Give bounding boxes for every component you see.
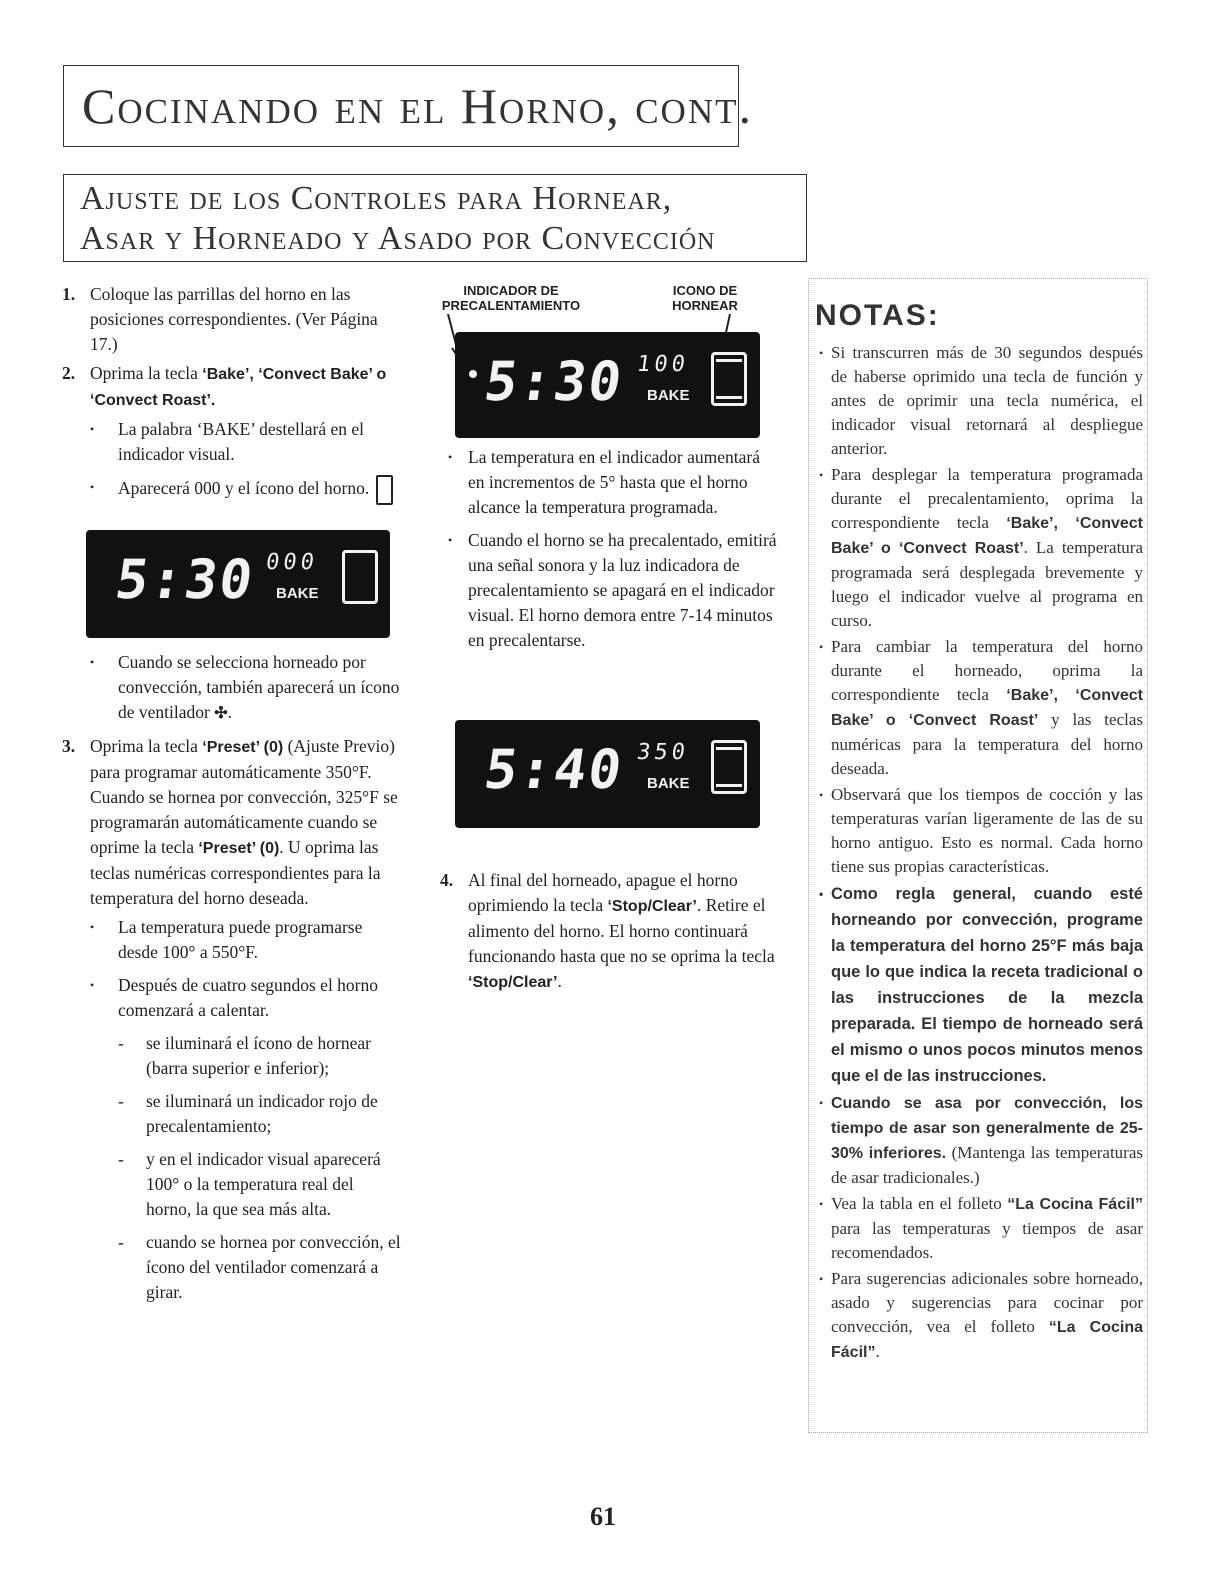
display-bake-label: BAKE — [647, 387, 690, 404]
bullet-end: . — [227, 702, 232, 722]
dash-item: - cuando se hornea por convección, el ícono del ventilador comenzará a girar. — [62, 1230, 402, 1305]
step-number: 4. — [440, 870, 454, 890]
oven-cavity-icon — [711, 352, 747, 406]
note-text: y las teclas numéricas para la temperatura del horno deseada. — [831, 710, 1143, 778]
step-3 — [62, 734, 402, 911]
step-text: . U oprima las teclas numéricas correspondientes para la temperatura del horno deseada. — [90, 837, 381, 908]
note-item: • Observará que los tiempos de cocción y las temperaturas varían ligeramente de las de su horno antiguo. Esto es normal. Cada horno tiene sus propias características. — [817, 783, 1143, 879]
note-item-bold: • Como regla general, cuando esté horneando por convección, programe la temperatura del horno 25°F más baja que lo que indica la receta tradicional o las instrucciones de la mezcla preparada. El tiempo de horneado será el mismo o unos pocos minutos menos que el de las instrucciones. — [817, 881, 1143, 1089]
page-title-box — [63, 65, 753, 147]
bullet-text: Cuando se selecciona horneado por convección, también aparecerá un ícono de ventilador — [118, 652, 400, 722]
note-text: Para cambiar la temperatura del horno durante el horneado, oprima la correspondiente tecla — [831, 637, 1143, 704]
note-bold-text: Cuando se asa por convección, los tiempo de asar son generalmente de 25-30% inferiores. — [831, 1095, 1143, 1162]
bullet: • Cuando el horno se ha precalentado, emitirá una señal sonora y la luz indicadora de precalentamiento se apagará en el indicador visual. El horno demora entre 7-14 minutos en precalentarse. — [440, 528, 780, 653]
key-names: ‘Bake’, ‘Convect Bake’ o ‘Convect Roast’ — [831, 687, 1143, 729]
step-number: 2. — [62, 363, 76, 383]
key-names: ‘Bake’, ‘Convect Bake’ o ‘Convect Roast’ — [831, 515, 1143, 557]
page-number: 61 — [590, 1502, 616, 1531]
step-text: Al final del horneado, apague el horno oprimiendo la tecla — [468, 870, 738, 915]
fan-icon: ✣ — [214, 705, 228, 722]
step-text: . — [557, 971, 562, 991]
section-title-box — [63, 174, 807, 262]
step-number: 1. — [62, 284, 76, 304]
dash-item: - se iluminará un indicador rojo de precalentamiento; — [62, 1089, 402, 1139]
step-text: (Ajuste Previo) para programar automáticamente 350°F. Cuando se hornea por convección, 325°F se programarán automáticamente cuando se oprime la tecla — [90, 736, 398, 857]
note-text: Para sugerencias adicionales sobre horneado, asado y sugerencias para cocinar por convección, vea el folleto — [831, 1269, 1143, 1336]
oven-display-3 — [455, 720, 760, 828]
display-time: 5:30 — [480, 350, 628, 413]
bullet-text: Aparecerá 000 y el ícono del horno. — [118, 478, 370, 499]
left-column — [62, 282, 402, 513]
section-title-line2: Asar y Horneado y Asado por Convección — [80, 220, 716, 257]
middle-column — [440, 445, 780, 661]
step-text: Oprima la tecla — [90, 363, 203, 383]
bullet: • Después de cuatro segundos el horno comenzará a calentar. — [62, 973, 402, 1023]
step-text: Oprima la tecla — [90, 736, 203, 756]
step-2 — [62, 361, 402, 413]
oven-display-1 — [86, 530, 390, 638]
bullet — [62, 650, 402, 726]
note-item — [817, 1091, 1143, 1190]
step-text: Coloque las parrillas del horno en las posiciones correspondientes. (Ver Página 17.) — [90, 284, 378, 354]
oven-cavity-icon — [342, 550, 378, 604]
note-text: Vea la tabla en el folleto — [831, 1194, 1008, 1213]
booklet-name: “La Cocina Fácil” — [831, 1319, 1144, 1361]
note-text: . — [875, 1342, 880, 1361]
key-names: ‘Bake’, ‘Convect Bake’ o ‘Convect Roast’. — [90, 366, 387, 409]
notes-box — [808, 278, 1148, 1433]
note-text: . La temperatura programada será desplegada brevemente y luego el indicador vuelve al programa en curso. — [831, 538, 1143, 630]
dash-item: - y en el indicador visual aparecerá 100° o la temperatura real del horno, la que sea más alta. — [62, 1147, 402, 1222]
key-name: ‘Preset’ (0) — [202, 739, 284, 756]
display-temp: 350 — [635, 740, 691, 765]
dash-item: - se iluminará el ícono de hornear (barra superior e inferior); — [62, 1031, 402, 1081]
section-title-line1: Ajuste de los Controles para Hornear, — [80, 180, 673, 217]
step-number: 3. — [62, 736, 76, 756]
left-column-continued — [62, 650, 402, 1313]
preheat-indicator — [469, 370, 477, 378]
preheat-indicator-label: INDICADOR DE PRECALENTAMIENTO — [441, 283, 581, 313]
oven-cavity-icon — [711, 740, 747, 794]
notes-list — [817, 341, 1143, 1367]
display-bake-label: BAKE — [647, 775, 690, 792]
note-item — [817, 463, 1143, 633]
display-time: 5:30 — [111, 548, 259, 611]
note-text: para las temperaturas y tiempos de asar recomendados. — [831, 1219, 1143, 1262]
note-item — [817, 1267, 1143, 1365]
note-item: • Si transcurren más de 30 segundos después de haberse oprimido una tecla de función y antes de oprimir una tecla numérica, el indicador visual retornará al despliegue anterior. — [817, 341, 1143, 461]
step-text: . Retire el alimento del horno. El horno continuará funcionando hasta que no se oprima la tecla — [468, 895, 775, 966]
bullet — [62, 475, 402, 505]
bullet: • La palabra ‘BAKE’ destellará en el indicador visual. — [62, 417, 402, 467]
notes-title: NOTAS: — [815, 299, 940, 332]
middle-column-step4 — [440, 868, 780, 999]
oven-icon — [376, 475, 393, 505]
bullet: • La temperatura en el indicador aumentará en incrementos de 5° hasta que el horno alcance la temperatura programada. — [440, 445, 780, 520]
note-text: Para desplegar la temperatura programada durante el precalentamiento, oprima la correspondiente tecla — [831, 465, 1143, 532]
booklet-name: “La Cocina Fácil” — [1007, 1196, 1143, 1213]
bake-icon-label: ICONO DE HORNEAR — [672, 283, 738, 313]
note-item — [817, 635, 1143, 781]
key-name: ‘Stop/Clear’ — [468, 974, 558, 991]
display-bake-label: BAKE — [276, 585, 319, 602]
step-4 — [440, 868, 780, 995]
key-name: ‘Stop/Clear’ — [607, 898, 697, 915]
step-1 — [62, 282, 402, 357]
key-name: ‘Preset’ (0) — [198, 840, 280, 857]
display-temp: 000 — [264, 550, 320, 575]
note-text: (Mantenga las temperaturas de asar tradicionales.) — [831, 1143, 1144, 1187]
bullet: • La temperatura puede programarse desde 100° a 550°F. — [62, 915, 402, 965]
oven-display-2 — [455, 332, 760, 438]
note-item — [817, 1192, 1143, 1265]
display-temp: 100 — [635, 352, 691, 377]
page-title: Cocinando en el Horno, cont. — [82, 78, 753, 134]
display-time: 5:40 — [480, 738, 628, 801]
